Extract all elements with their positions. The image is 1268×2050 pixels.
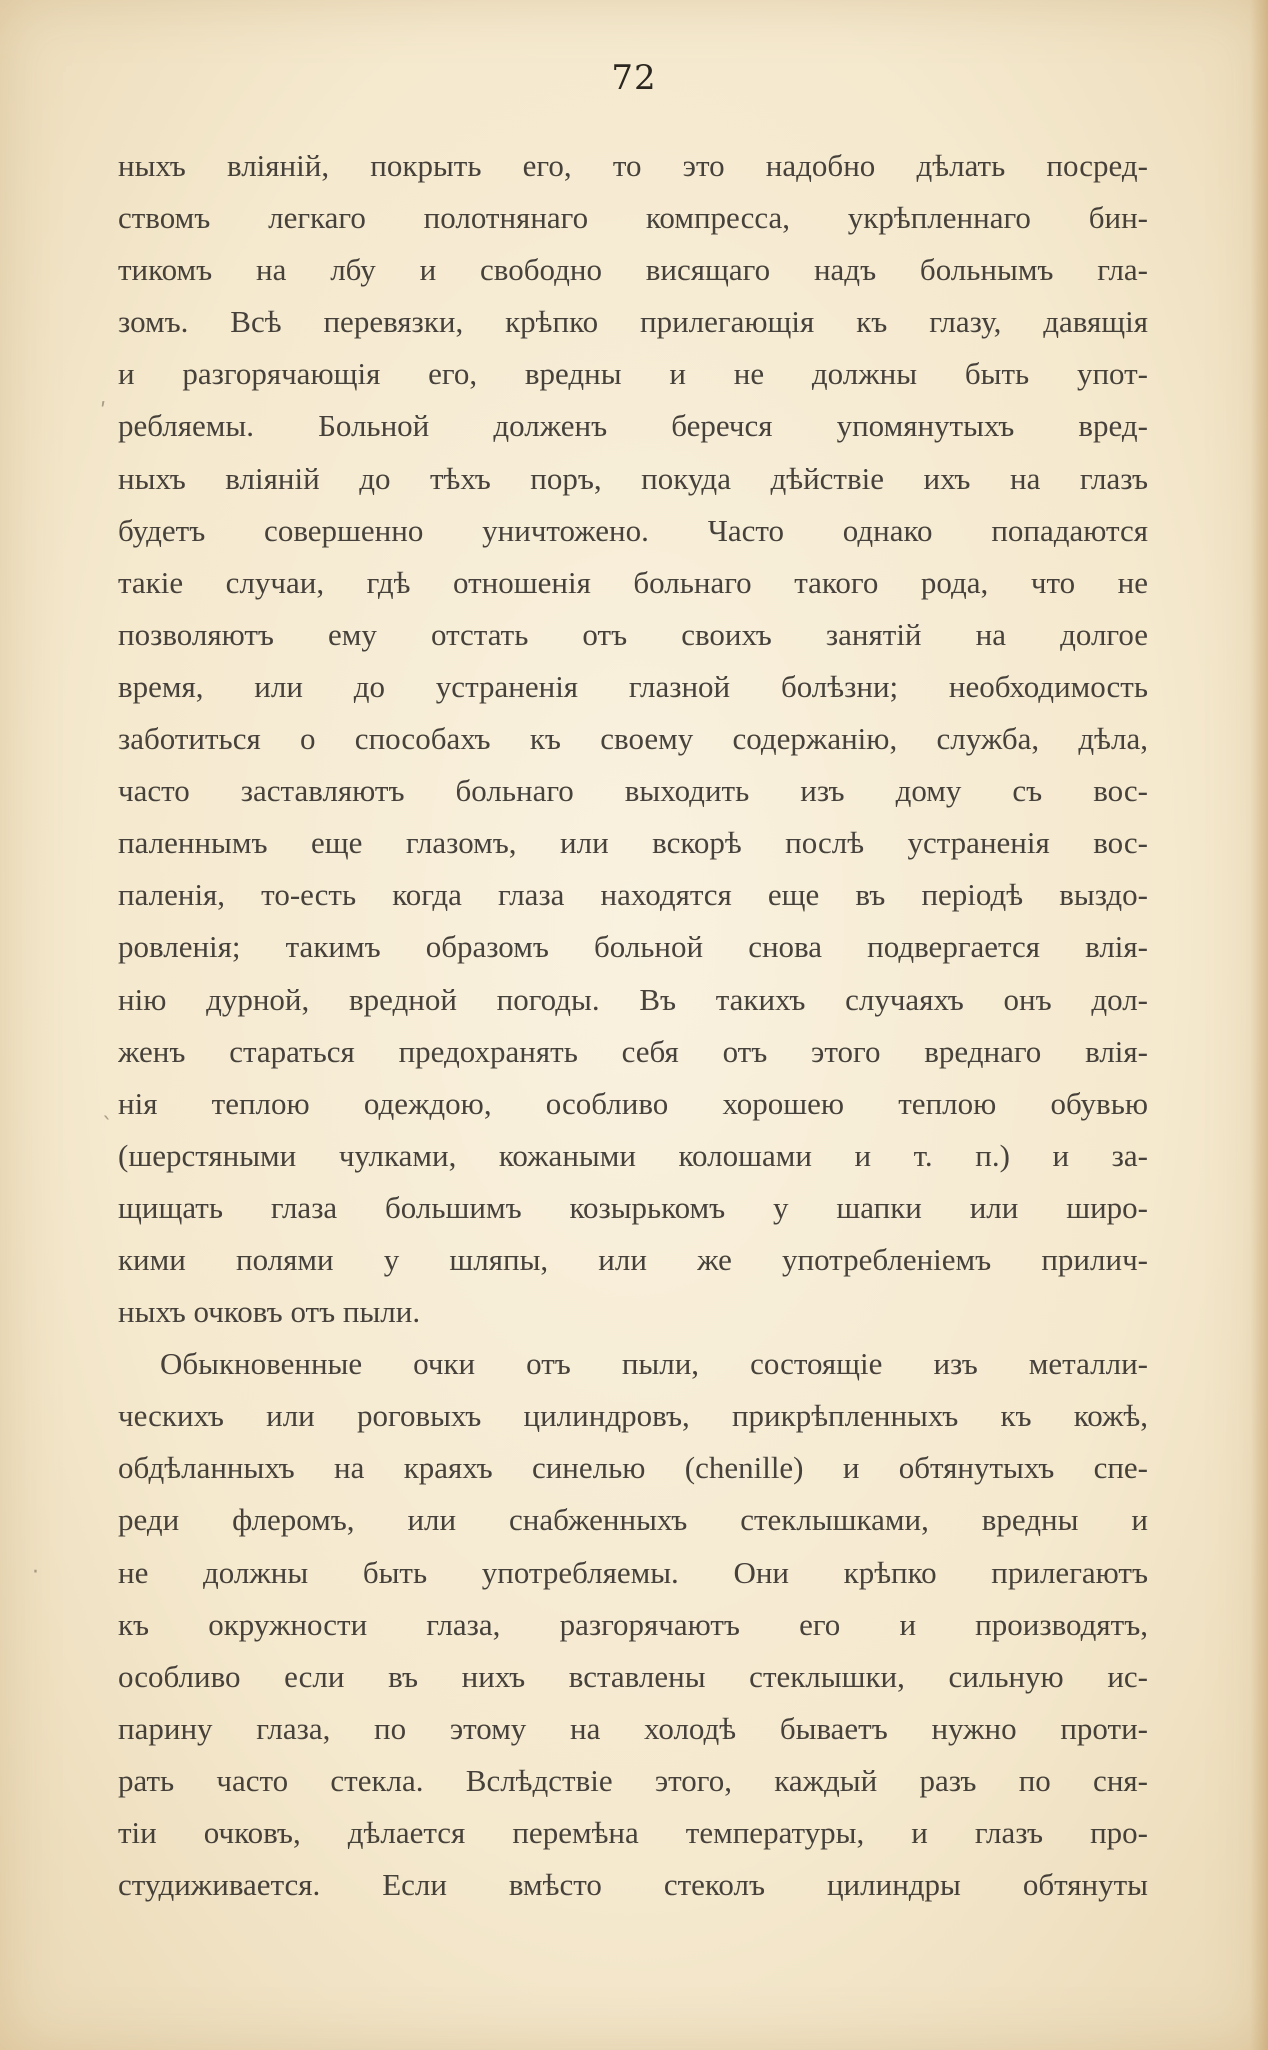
text-line: паленнымъ еще глазомъ, или вскорѣ послѣ устраненія вос- bbox=[118, 825, 1148, 861]
text-line: время, или до устраненія глазной болѣзни; необходимость bbox=[118, 668, 1148, 704]
margin-speck: ˎ bbox=[102, 1095, 113, 1120]
text-line: зомъ. Всѣ перевязки, крѣпко прилегающія къ глазу, давящія bbox=[118, 304, 1148, 340]
text-line: не должны быть употребляемы. Они крѣпко прилегаютъ bbox=[118, 1554, 1148, 1590]
page-body-text bbox=[118, 140, 1148, 1911]
text-line: заботиться о способахъ къ своему содержанію, служба, дѣла, bbox=[118, 721, 1148, 757]
text-line: ныхъ вліяній до тѣхъ поръ, покуда дѣйствіе ихъ на глазъ bbox=[118, 460, 1148, 496]
text-line: ровленія; такимъ образомъ больной снова подвергается влія- bbox=[118, 929, 1148, 965]
margin-speck: ʹ bbox=[100, 400, 107, 425]
text-line: ныхъ вліяній, покрыть его, то это надобно дѣлать посред- bbox=[118, 148, 1148, 183]
text-line: Обыкновенные очки отъ пыли, состоящіе изъ металли- bbox=[160, 1346, 1148, 1382]
text-line: женъ стараться предохранять себя отъ этого вреднаго влія- bbox=[118, 1033, 1148, 1069]
text-line: парину глаза, по этому на холодѣ бываетъ нужно проти- bbox=[118, 1710, 1148, 1746]
text-line: щищать глаза большимъ козырькомъ у шапки или широ- bbox=[118, 1189, 1148, 1225]
text-line: будетъ совершенно уничтожено. Часто однако попадаются bbox=[118, 512, 1148, 548]
text-line: часто заставляютъ больнаго выходить изъ дому съ вос- bbox=[118, 773, 1148, 809]
text-line: паленія, то-есть когда глаза находятся еще въ періодѣ выздо- bbox=[118, 877, 1148, 913]
text-line: ребляемы. Больной долженъ беречся упомянутыхъ вред- bbox=[118, 408, 1148, 444]
text-line: ныхъ очковъ отъ пыли. bbox=[118, 1294, 421, 1330]
page-number: 72 bbox=[611, 58, 657, 98]
text-line: студиживается. Если вмѣсто стеколъ цилиндры обтянуты bbox=[118, 1867, 1148, 1903]
text-line: (шерстяными чулками, кожаными колошами и т. п.) и за- bbox=[118, 1137, 1148, 1173]
text-line: особливо если въ нихъ вставлены стеклышки, сильную ис- bbox=[118, 1658, 1148, 1694]
text-line: такіе случаи, гдѣ отношенія больнаго такого рода, что не bbox=[118, 564, 1148, 600]
text-line: реди флеромъ, или снабженныхъ стеклышками, вредны и bbox=[118, 1502, 1148, 1538]
text-line: нія теплою одеждою, особливо хорошею теплою обувью bbox=[118, 1085, 1148, 1121]
text-line: къ окружности глаза, разгорячаютъ его и производятъ, bbox=[118, 1606, 1148, 1642]
text-line: тикомъ на лбу и свободно висящаго надъ больнымъ гла- bbox=[118, 252, 1148, 288]
margin-speck: · bbox=[32, 1560, 39, 1585]
text-line: рать часто стекла. Вслѣдствіе этого, каждый разъ по сня- bbox=[118, 1762, 1148, 1798]
text-line: тіи очковъ, дѣлается перемѣна температуры, и глазъ про- bbox=[118, 1815, 1148, 1850]
text-line: ствомъ легкаго полотнянаго компресса, укрѣпленнаго бин- bbox=[118, 200, 1148, 236]
text-line: обдѣланныхъ на краяхъ синелью (chenille) и обтянутыхъ спе- bbox=[118, 1450, 1148, 1486]
text-line: позволяютъ ему отстать отъ своихъ занятій на долгое bbox=[118, 616, 1148, 652]
text-line: кими полями у шляпы, или же употребленіемъ прилич- bbox=[118, 1241, 1148, 1277]
text-line: нію дурной, вредной погоды. Въ такихъ случаяхъ онъ дол- bbox=[118, 981, 1148, 1017]
text-line: и разгорячающія его, вредны и не должны быть упот- bbox=[118, 356, 1148, 392]
text-line: ческихъ или роговыхъ цилиндровъ, прикрѣпленныхъ къ кожѣ, bbox=[118, 1398, 1148, 1434]
